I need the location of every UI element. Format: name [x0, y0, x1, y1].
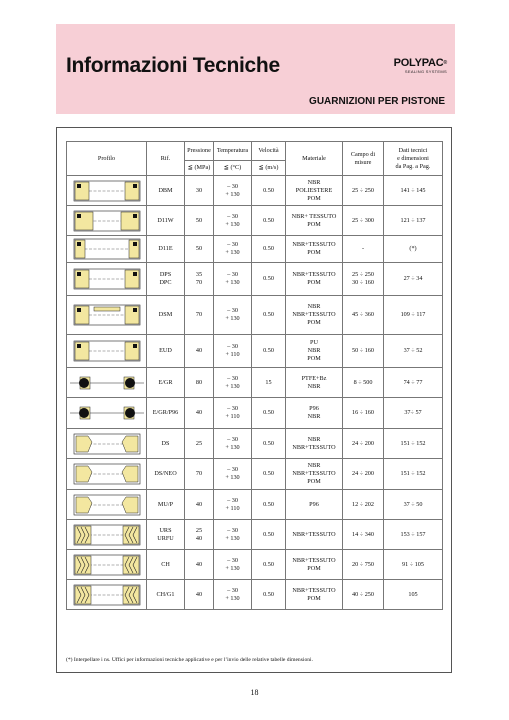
material-line: NBR+TESSUTO: [292, 271, 336, 278]
pressure-line: 40: [195, 500, 203, 508]
material-line: NBR: [307, 347, 321, 354]
pressure-cell: [185, 398, 214, 429]
header-dati: [384, 142, 443, 176]
ref-cell: [147, 398, 185, 429]
pressure-cell: [185, 580, 214, 610]
footnote: (*) Interpellare i ns. Uffici per informazioni tecniche applicative e per l’invio delle relative tabelle dimensioni.: [66, 657, 314, 663]
pages-cell: 151 ÷ 152: [384, 459, 443, 490]
material-line: NBR+TESSUTO: [292, 586, 336, 594]
temperature-line: – 30: [227, 241, 238, 248]
pressure-cell: [185, 263, 214, 296]
pressure-line: 50: [195, 216, 203, 224]
pages-cell: 121 ÷ 137: [384, 206, 443, 236]
material-line: POM: [307, 594, 321, 602]
temperature-line: – 30: [227, 435, 238, 443]
page-title: Informazioni Tecniche: [66, 54, 280, 77]
speed-cell: 0.50: [252, 176, 286, 206]
header-campo: [343, 142, 384, 176]
pressure-cell: [185, 368, 214, 398]
speed-cell: 0.50: [252, 206, 286, 236]
material-line: NBR: [307, 462, 321, 469]
material-line: NBR+TESSUTO: [292, 530, 336, 538]
header-profilo: Profilo: [67, 142, 147, 176]
speed-cell: 0.50: [252, 335, 286, 368]
range-cell: [343, 398, 384, 429]
ch-seal-profile-icon: [67, 553, 146, 577]
table-row: [67, 459, 443, 490]
range-cell: [343, 296, 384, 335]
range-line: -: [361, 245, 365, 252]
ref-cell: [147, 263, 185, 296]
d11w-seal-profile-icon: [67, 209, 146, 233]
material-line: NBR+TESSUTO: [292, 556, 336, 564]
ref-cell: [147, 490, 185, 520]
ref-line: DSM: [158, 311, 173, 318]
profile-cell: [67, 550, 147, 580]
material-line: POM: [307, 478, 321, 485]
range-cell: [343, 236, 384, 263]
profile-cell: [67, 459, 147, 490]
table-row: [67, 236, 443, 263]
pages-cell: 153 ÷ 157: [384, 520, 443, 550]
profile-cell: [67, 206, 147, 236]
temperature-cell: [214, 398, 252, 429]
pressure-cell: [185, 490, 214, 520]
range-line: 25 ÷ 250: [352, 271, 374, 278]
pressure-cell: [185, 459, 214, 490]
speed-cell: 0.50: [252, 490, 286, 520]
material-line: NBR+TESSUTO: [292, 470, 336, 477]
ref-line: DPC: [159, 279, 172, 286]
temperature-line: + 130: [225, 564, 240, 572]
speed-cell: 0.50: [252, 520, 286, 550]
header-banner: [56, 24, 455, 114]
profile-cell: [67, 263, 147, 296]
material-line: NBR+ TESSUTO: [291, 212, 337, 220]
range-cell: [343, 580, 384, 610]
pressure-cell: [185, 236, 214, 263]
range-cell: [343, 368, 384, 398]
pages-cell: 74 ÷ 77: [384, 368, 443, 398]
temperature-cell: [214, 176, 252, 206]
dbm-seal-profile-icon: [67, 179, 146, 203]
temperature-line: + 130: [225, 443, 240, 451]
material-line: NBR: [307, 178, 321, 186]
profile-cell: [67, 520, 147, 550]
material-cell: [286, 263, 343, 296]
table-row: [67, 520, 443, 550]
temperature-line: + 130: [225, 534, 240, 542]
material-cell: [286, 335, 343, 368]
pages-cell: 37 ÷ 50: [384, 490, 443, 520]
range-cell: [343, 263, 384, 296]
material-line: NBR+TESSUTO: [292, 311, 336, 318]
temperature-line: + 130: [225, 594, 240, 602]
header-campo-line: misure: [354, 158, 372, 166]
ref-cell: [147, 335, 185, 368]
temperature-line: + 130: [225, 315, 240, 322]
profile-cell: [67, 335, 147, 368]
profile-cell: [67, 580, 147, 610]
material-line: POM: [307, 279, 321, 286]
pressure-line: 40: [195, 409, 203, 416]
range-cell: [343, 206, 384, 236]
table-body: [67, 176, 443, 610]
ref-line: D11E: [158, 245, 173, 252]
ref-line: DS/NEO: [154, 470, 177, 477]
temperature-line: – 30: [227, 212, 238, 220]
material-cell: [286, 520, 343, 550]
temperature-cell: [214, 206, 252, 236]
temperature-cell: [214, 335, 252, 368]
pressure-line: 80: [195, 378, 203, 386]
temperature-cell: [214, 296, 252, 335]
egr-p96-seal-profile-icon: [67, 401, 146, 425]
material-cell: [286, 429, 343, 459]
temperature-line: – 30: [227, 182, 238, 190]
header-rif: Rif.: [147, 142, 185, 176]
profile-cell: [67, 429, 147, 459]
ref-cell: [147, 176, 185, 206]
temperature-cell: [214, 490, 252, 520]
range-line: 40 ÷ 250: [352, 590, 374, 598]
mup-seal-profile-icon: [67, 493, 146, 517]
ds-neo-seal-profile-icon: [67, 462, 146, 486]
profile-cell: [67, 176, 147, 206]
section-subtitle: GUARNIZIONI PER PISTONE: [309, 96, 445, 107]
ref-line: E/GR/P96: [152, 409, 179, 416]
pressure-line: 35: [195, 271, 203, 278]
table-row: [67, 429, 443, 459]
material-cell: [286, 296, 343, 335]
table-row: [67, 176, 443, 206]
range-line: 14 ÷ 340: [352, 530, 374, 538]
range-line: 8 ÷ 500: [353, 378, 373, 386]
material-line: NBR: [307, 413, 321, 420]
table-row: [67, 368, 443, 398]
pages-cell: 37 ÷ 52: [384, 335, 443, 368]
range-cell: [343, 550, 384, 580]
material-cell: [286, 398, 343, 429]
temperature-line: – 30: [227, 271, 238, 278]
logo-name: POLYPAC: [393, 57, 444, 69]
temperature-line: – 30: [227, 343, 238, 350]
temperature-cell: [214, 459, 252, 490]
pages-cell: 105: [384, 580, 443, 610]
temperature-cell: [214, 429, 252, 459]
material-line: PTFE+Bz: [301, 374, 327, 382]
header-velocita-unit: ≦ (m/s): [252, 161, 286, 176]
speed-cell: 0.50: [252, 580, 286, 610]
material-cell: [286, 580, 343, 610]
ref-cell: [147, 550, 185, 580]
pressure-line: 40: [195, 347, 203, 354]
eud-seal-profile-icon: [67, 339, 146, 363]
temperature-line: + 130: [225, 382, 240, 390]
ref-line: DBM: [158, 186, 173, 194]
header-temperatura: Temperatura: [214, 142, 252, 161]
table-row: [67, 263, 443, 296]
range-cell: [343, 490, 384, 520]
temperature-line: + 110: [225, 504, 240, 512]
ref-cell: [147, 368, 185, 398]
pressure-line: 30: [195, 186, 203, 194]
material-line: NBR: [307, 382, 321, 390]
temperature-line: + 110: [225, 413, 240, 420]
ref-cell: [147, 296, 185, 335]
material-line: NBR: [307, 303, 321, 310]
table-row: [67, 550, 443, 580]
header-campo-line: Campo di: [350, 150, 376, 158]
range-line: 25 ÷ 300: [352, 216, 374, 224]
range-line: 24 ÷ 200: [352, 439, 374, 447]
temperature-line: – 30: [227, 586, 238, 594]
material-line: POM: [307, 220, 321, 228]
material-cell: [286, 490, 343, 520]
table-row: [67, 335, 443, 368]
ref-cell: [147, 520, 185, 550]
egr-seal-profile-icon: [67, 371, 146, 395]
ref-cell: [147, 580, 185, 610]
table-row: [67, 398, 443, 429]
pressure-line: 50: [195, 245, 203, 252]
range-cell: [343, 459, 384, 490]
range-line: 30 ÷ 160: [352, 279, 374, 286]
temperature-line: + 130: [225, 190, 240, 198]
pressure-line: 40: [195, 534, 203, 542]
temperature-line: – 30: [227, 405, 238, 412]
header-pressione: Pressione: [185, 142, 214, 161]
ref-line: URFU: [157, 534, 174, 542]
pressure-cell: [185, 206, 214, 236]
material-cell: [286, 176, 343, 206]
ref-line: EUD: [159, 347, 172, 354]
profile-cell: [67, 236, 147, 263]
ref-cell: [147, 459, 185, 490]
temperature-line: – 30: [227, 466, 238, 473]
material-line: P96: [309, 405, 319, 412]
table-row: [67, 490, 443, 520]
seals-spec-table: [66, 141, 443, 610]
temperature-line: – 30: [227, 307, 238, 314]
speed-cell: 0.50: [252, 263, 286, 296]
material-line: NBR: [307, 435, 321, 443]
pressure-cell: [185, 429, 214, 459]
page-number: 18: [250, 688, 259, 697]
range-line: 12 ÷ 202: [352, 500, 374, 508]
table-row: [67, 580, 443, 610]
profile-cell: [67, 398, 147, 429]
urs-urfu-seal-profile-icon: [67, 523, 146, 547]
temperature-cell: [214, 236, 252, 263]
speed-cell: 0.50: [252, 459, 286, 490]
temperature-cell: [214, 580, 252, 610]
header-temperatura-unit: ≦ (°C): [214, 161, 252, 176]
temperature-line: – 30: [227, 496, 238, 504]
ref-cell: [147, 206, 185, 236]
pressure-line: 70: [195, 279, 203, 286]
profile-cell: [67, 368, 147, 398]
temperature-line: – 30: [227, 556, 238, 564]
material-cell: [286, 550, 343, 580]
material-line: POM: [307, 319, 321, 326]
pressure-cell: [185, 176, 214, 206]
header-velocita: Velocità: [252, 142, 286, 161]
pages-cell: 109 ÷ 117: [384, 296, 443, 335]
range-line: 45 ÷ 360: [352, 311, 374, 318]
material-line: NBR+TESSUTO: [292, 241, 336, 248]
pages-cell: 151 ÷ 152: [384, 429, 443, 459]
pages-cell: 27 ÷ 34: [384, 263, 443, 296]
ref-line: CH: [161, 560, 170, 568]
material-line: PU: [310, 339, 318, 346]
range-line: 20 ÷ 750: [352, 560, 374, 568]
pressure-line: 70: [195, 470, 203, 477]
brand-logo: [394, 58, 447, 75]
ref-line: MU/P: [157, 500, 174, 508]
temperature-line: + 130: [225, 279, 240, 286]
ref-line: D11W: [157, 216, 174, 224]
speed-cell: 0.50: [252, 398, 286, 429]
range-line: 24 ÷ 200: [352, 470, 374, 477]
range-cell: [343, 520, 384, 550]
ref-line: E/GR: [158, 378, 173, 386]
temperature-line: + 130: [225, 249, 240, 256]
pressure-line: 70: [195, 311, 203, 318]
material-line: POLIESTERE: [295, 186, 333, 194]
speed-cell: 0.50: [252, 296, 286, 335]
material-line: POM: [307, 249, 321, 256]
table-row: [67, 296, 443, 335]
ref-cell: [147, 236, 185, 263]
header-dati-line: e dimensioni: [397, 154, 429, 162]
pages-cell: 37÷ 57: [384, 398, 443, 429]
header-dati-line: Dati tecnici: [398, 146, 428, 154]
pressure-line: 25: [195, 526, 203, 534]
header-pressione-unit: ≦ (MPa): [185, 161, 214, 176]
ref-line: CH/G1: [156, 590, 175, 598]
pressure-cell: [185, 550, 214, 580]
temperature-line: – 30: [227, 526, 238, 534]
pressure-line: 25: [195, 439, 203, 447]
ref-cell: [147, 429, 185, 459]
pressure-line: 40: [195, 560, 203, 568]
table-row: [67, 206, 443, 236]
range-cell: [343, 429, 384, 459]
range-line: 50 ÷ 160: [352, 347, 374, 354]
ref-line: URS: [159, 526, 172, 534]
pressure-line: 40: [195, 590, 203, 598]
pages-cell: (*): [384, 236, 443, 263]
dsm-seal-profile-icon: [67, 303, 146, 327]
temperature-line: + 110: [225, 351, 240, 358]
ref-line: DS: [161, 439, 170, 447]
temperature-line: + 130: [225, 220, 240, 228]
range-line: 16 ÷ 160: [352, 409, 374, 416]
dps-dpc-seal-profile-icon: [67, 267, 146, 291]
profile-cell: [67, 490, 147, 520]
temperature-cell: [214, 263, 252, 296]
temperature-cell: [214, 520, 252, 550]
pages-cell: 141 ÷ 145: [384, 176, 443, 206]
pressure-cell: [185, 520, 214, 550]
material-line: NBR+TESSUTO: [292, 443, 336, 451]
pressure-cell: [185, 296, 214, 335]
material-line: P96: [309, 500, 319, 508]
material-cell: [286, 236, 343, 263]
d11e-seal-profile-icon: [67, 237, 146, 261]
range-line: 25 ÷ 250: [352, 186, 374, 194]
temperature-cell: [214, 368, 252, 398]
speed-cell: 0.50: [252, 236, 286, 263]
material-line: POM: [307, 564, 321, 572]
range-cell: [343, 176, 384, 206]
material-line: POM: [307, 355, 321, 362]
header-dati-line: da Pag. a Pag.: [395, 162, 431, 170]
temperature-cell: [214, 550, 252, 580]
header-materiale: Materiale: [286, 142, 343, 176]
ref-line: DPS: [159, 271, 172, 278]
logo-registered-mark: ®: [443, 60, 447, 66]
ds-seal-profile-icon: [67, 432, 146, 456]
temperature-line: – 30: [227, 374, 238, 382]
speed-cell: 0.50: [252, 550, 286, 580]
speed-cell: 0.50: [252, 429, 286, 459]
logo-wordmark: [394, 58, 447, 69]
material-cell: [286, 459, 343, 490]
material-cell: [286, 368, 343, 398]
range-cell: [343, 335, 384, 368]
logo-tagline: SEALING SYSTEMS: [404, 69, 447, 74]
ch-g1-seal-profile-icon: [67, 583, 146, 607]
pressure-cell: [185, 335, 214, 368]
temperature-line: + 130: [225, 474, 240, 481]
pages-cell: 91 ÷ 105: [384, 550, 443, 580]
profile-cell: [67, 296, 147, 335]
material-cell: [286, 206, 343, 236]
speed-cell: 15: [252, 368, 286, 398]
material-line: POM: [307, 194, 321, 202]
